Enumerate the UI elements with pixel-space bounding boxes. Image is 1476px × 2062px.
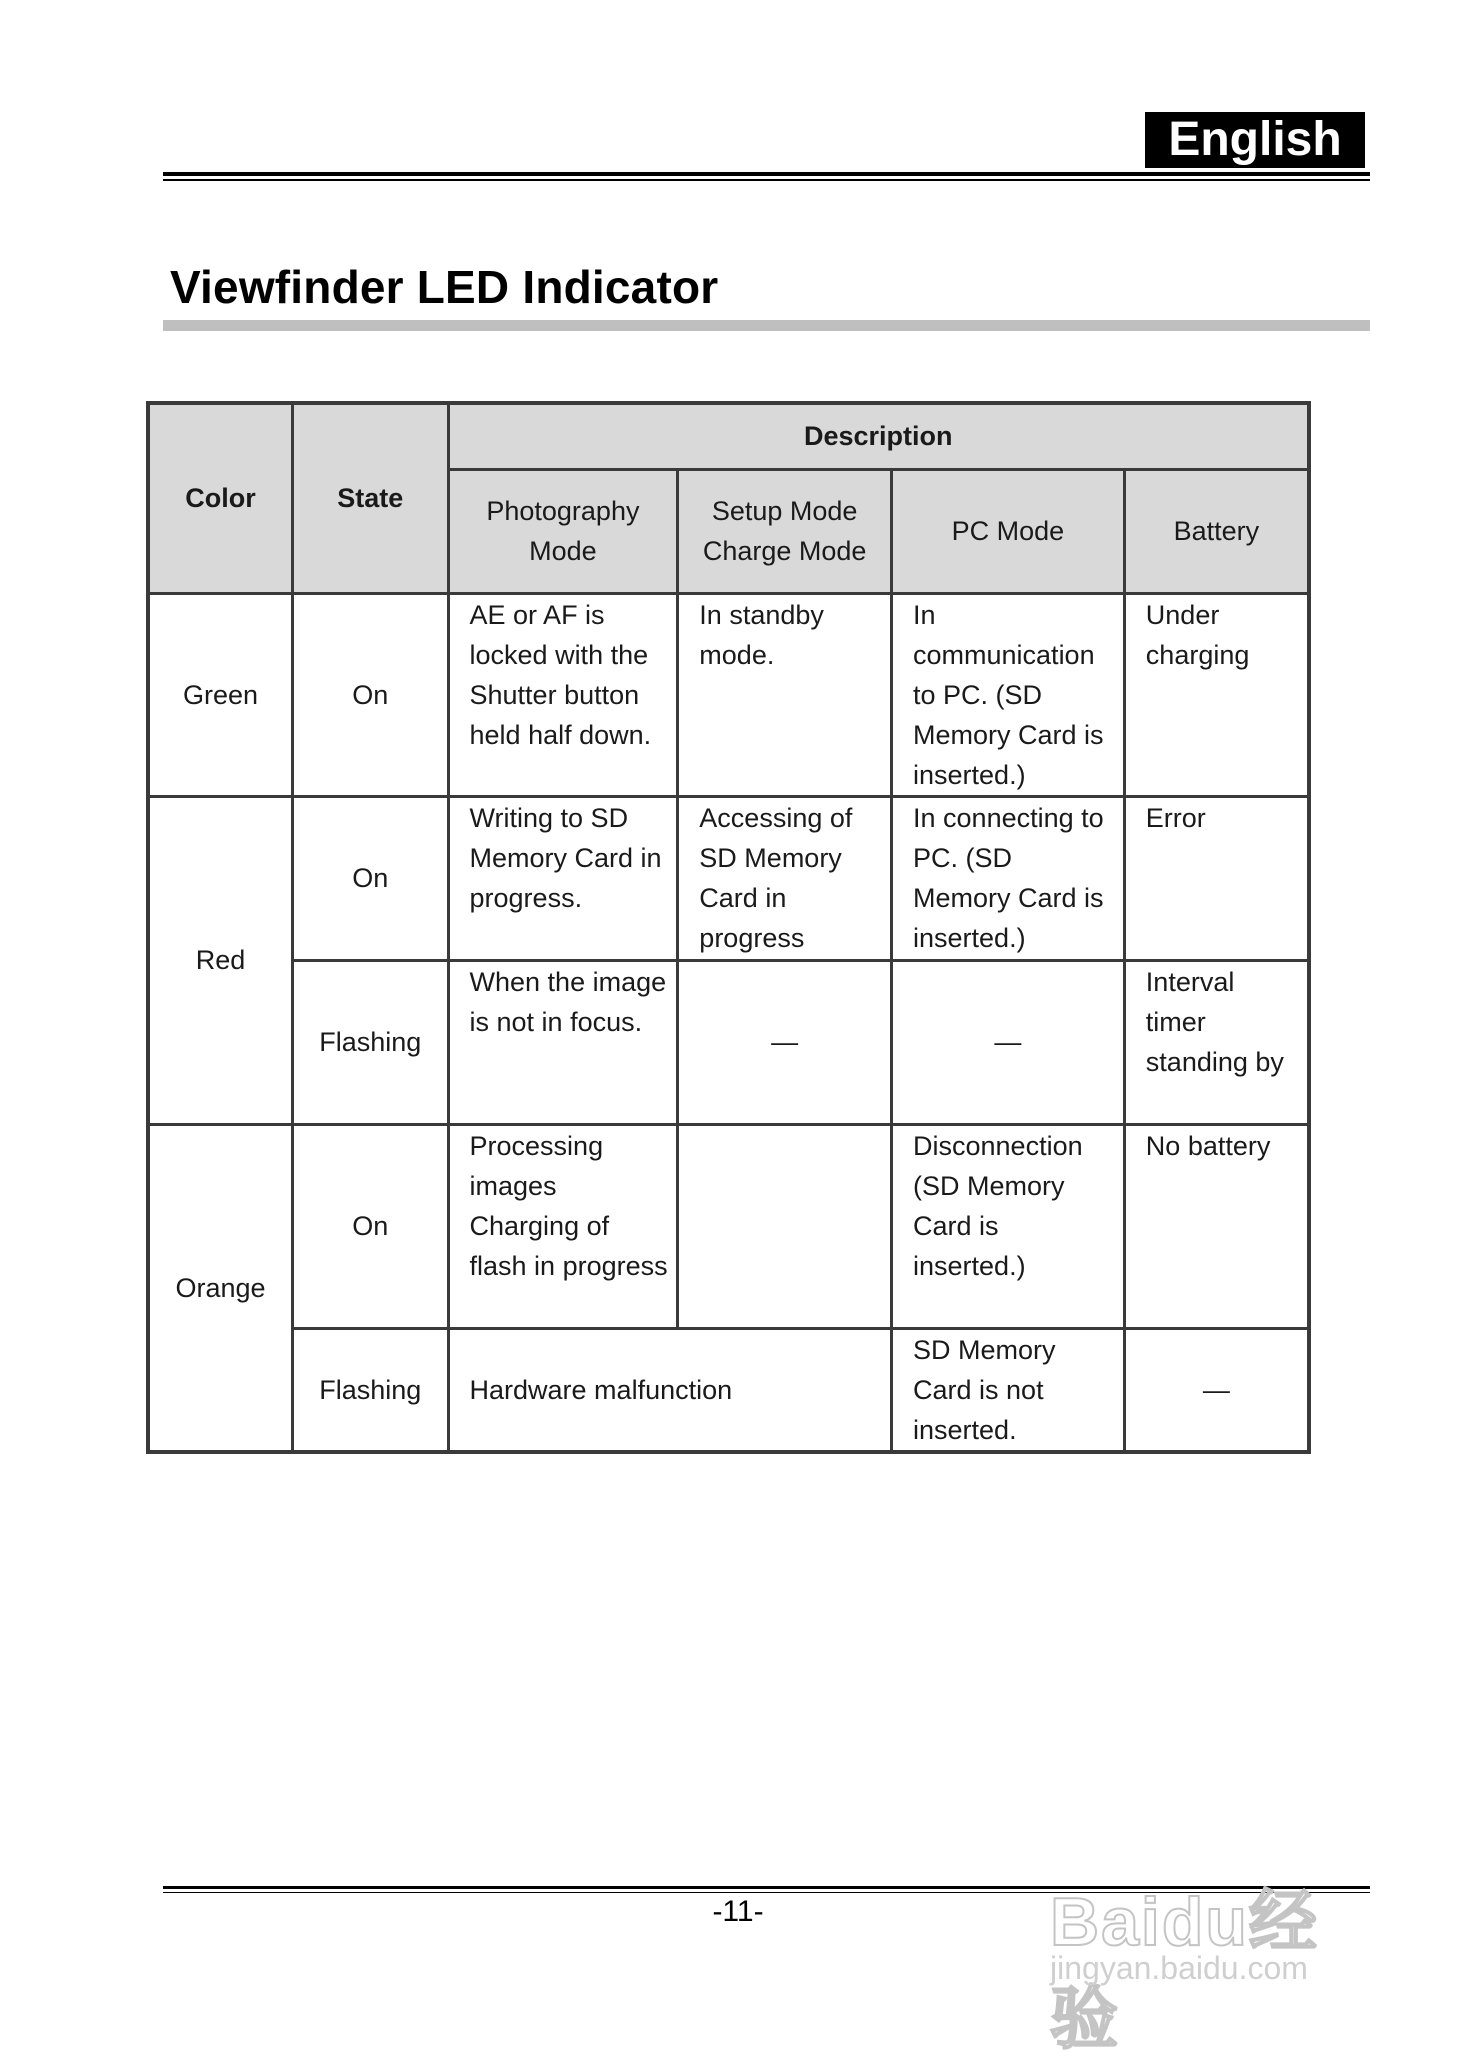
led-indicator-table bbox=[146, 401, 1311, 1454]
table-row bbox=[148, 1124, 1309, 1328]
baidu-watermark bbox=[1050, 1840, 1380, 2057]
header-photography-mode: Photography Mode bbox=[448, 469, 678, 593]
table-row bbox=[148, 796, 1309, 960]
header-rule-thin bbox=[163, 179, 1370, 181]
cell-state: On bbox=[292, 1124, 448, 1328]
cell-state: On bbox=[292, 593, 448, 796]
cell-pc: SD Memory Card is not inserted. bbox=[892, 1328, 1125, 1452]
table-row bbox=[148, 1328, 1309, 1452]
cell-battery: Interval timer standing by bbox=[1124, 960, 1309, 1124]
cell-battery: — bbox=[1124, 1328, 1309, 1452]
header-description: Description bbox=[448, 403, 1309, 469]
table-row bbox=[148, 593, 1309, 796]
cell-color: Green bbox=[148, 593, 292, 796]
cell-battery: Error bbox=[1124, 796, 1309, 960]
title-underline bbox=[163, 320, 1370, 331]
header-rule bbox=[163, 172, 1370, 176]
cell-setup: — bbox=[678, 960, 892, 1124]
cell-pc: In communication to PC. (SD Memory Card is inserted.) bbox=[892, 593, 1125, 796]
cell-setup: In standby mode. bbox=[678, 593, 892, 796]
cell-photography: When the image is not in focus. bbox=[448, 960, 678, 1124]
cell-pc: Disconnection (SD Memory Card is inserted.) bbox=[892, 1124, 1125, 1328]
header-state: State bbox=[292, 403, 448, 593]
header-setup-charge-mode: Setup Mode Charge Mode bbox=[678, 469, 892, 593]
page-title: Viewfinder LED Indicator bbox=[170, 261, 719, 313]
table-row bbox=[148, 960, 1309, 1124]
cell-battery: No battery bbox=[1124, 1124, 1309, 1328]
cell-photography: Processing images Charging of flash in progress bbox=[448, 1124, 678, 1328]
cell-battery: Under charging bbox=[1124, 593, 1309, 796]
header-pc-mode: PC Mode bbox=[892, 469, 1125, 593]
cell-pc: — bbox=[892, 960, 1125, 1124]
cell-color: Red bbox=[148, 796, 292, 1124]
cell-photography: AE or AF is locked with the Shutter button held half down. bbox=[448, 593, 678, 796]
header-color: Color bbox=[148, 403, 292, 593]
cell-color: Orange bbox=[148, 1124, 292, 1452]
cell-photography: Writing to SD Memory Card in progress. bbox=[448, 796, 678, 960]
cell-state: Flashing bbox=[292, 1328, 448, 1452]
page-number: -11- bbox=[712, 1895, 764, 1928]
cell-pc: In connecting to PC. (SD Memory Card is inserted.) bbox=[892, 796, 1125, 960]
header-battery: Battery bbox=[1124, 469, 1309, 593]
cell-state: Flashing bbox=[292, 960, 448, 1124]
watermark-url: jingyan.baidu.com bbox=[1050, 1950, 1308, 1986]
cell-setup bbox=[678, 1124, 892, 1328]
cell-state: On bbox=[292, 796, 448, 960]
cell-setup: Accessing of SD Memory Card in progress bbox=[678, 796, 892, 960]
watermark-brand: Baidu经验 bbox=[1050, 1884, 1319, 2057]
language-badge: English bbox=[1145, 112, 1365, 168]
cell-photography-setup: Hardware malfunction bbox=[448, 1328, 892, 1452]
